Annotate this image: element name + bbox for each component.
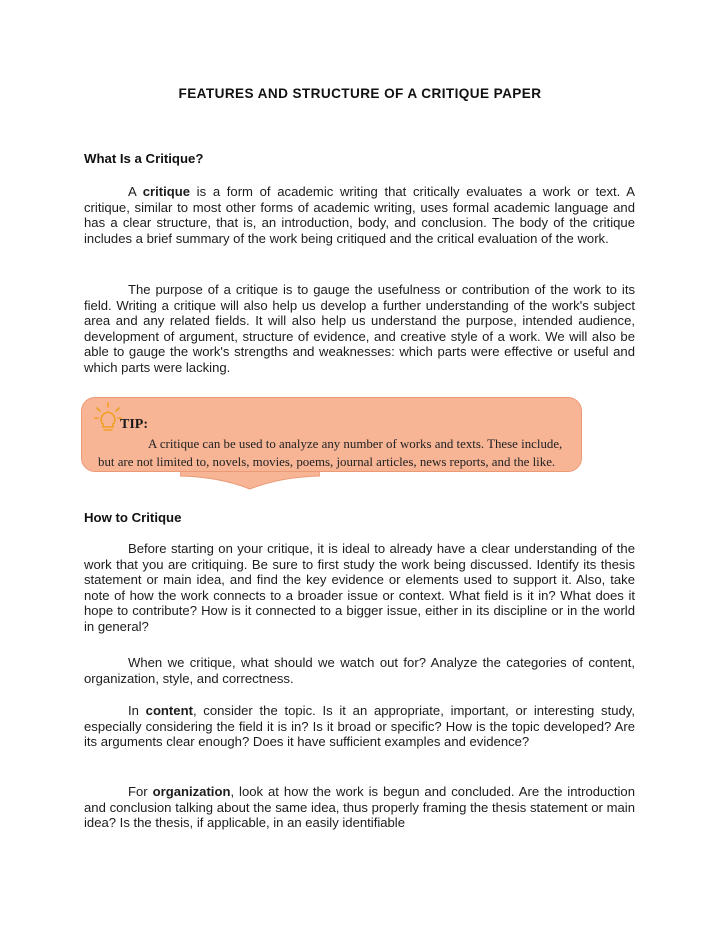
- text-fragment: , look at how the work is begun and concluded. Are the introduction and conclusion talking about the same idea, thus properly framing the thesis statement or main idea? Is the thesis, if applicable, in an easily identifiable: [84, 784, 635, 831]
- text-fragment: For: [128, 784, 153, 799]
- text-fragment: is a form of academic writing that critically evaluates a work or text. A critique, similar to most other forms of academic writing, uses formal academic language and has a clear structure, that is, an introduction, body, and conclusion. The body of the critique includes a brief summary of the work being critiqued and the critical evaluation of the work.: [84, 184, 636, 246]
- lightbulb-icon: [94, 402, 122, 436]
- bold-term-content: content: [145, 703, 193, 718]
- paragraph-what-to-watch: When we critique, what should we watch out for? Analyze the categories of content, organization, style, and correctness.: [84, 655, 635, 686]
- bold-term-organization: organization: [152, 784, 231, 799]
- paragraph-content: [84, 703, 635, 750]
- text-fragment: , consider the topic. Is it an appropriate, important, or interesting study, especially considering the field it is in? Is it broad or specific? How is the topic developed? Are its arguments clear enough? Does it have sufficient examples and evidence?: [84, 703, 635, 750]
- paragraph-organization: [84, 784, 635, 831]
- tip-callout-box: [81, 397, 582, 472]
- section-heading-how-to-critique: How to Critique: [84, 510, 182, 525]
- bold-term-critique: critique: [142, 184, 190, 199]
- paragraph-critique-definition: [84, 184, 635, 246]
- tip-label: TIP:: [120, 417, 148, 432]
- paragraph-critique-purpose: The purpose of a critique is to gauge the usefulness or contribution of the work to its field. Writing a critique will also help us develop a further understanding of the work's subject area and any related fields. It will also help us understand the purpose, intended audience, development of argument, structure of evidence, and creative style of a work. We will also be able to gauge the work's strengths and weaknesses: which parts were effective or useful and which parts were lacking.: [84, 282, 635, 375]
- text-fragment: In: [128, 703, 146, 718]
- document-title: FEATURES AND STRUCTURE OF A CRITIQUE PAPER: [178, 86, 542, 101]
- section-heading-what-is-critique: What Is a Critique?: [84, 151, 204, 166]
- text-fragment: A: [128, 184, 143, 199]
- tip-text: A critique can be used to analyze any number of works and texts. These include, but are not limited to, novels, movies, poems, journal articles, news reports, and the like.: [98, 437, 563, 469]
- paragraph-before-critique: Before starting on your critique, it is ideal to already have a clear understanding of the work that you are critiquing. Be sure to first study the work being discussed. Identify its thesis statement or main idea, and find the key evidence or elements used to support it. Also, take note of how the work connects to a broader issue or context. What field is it in? What does it hope to contribute? How is it connected to a bigger issue, either in its discipline or in the world in general?: [84, 541, 635, 634]
